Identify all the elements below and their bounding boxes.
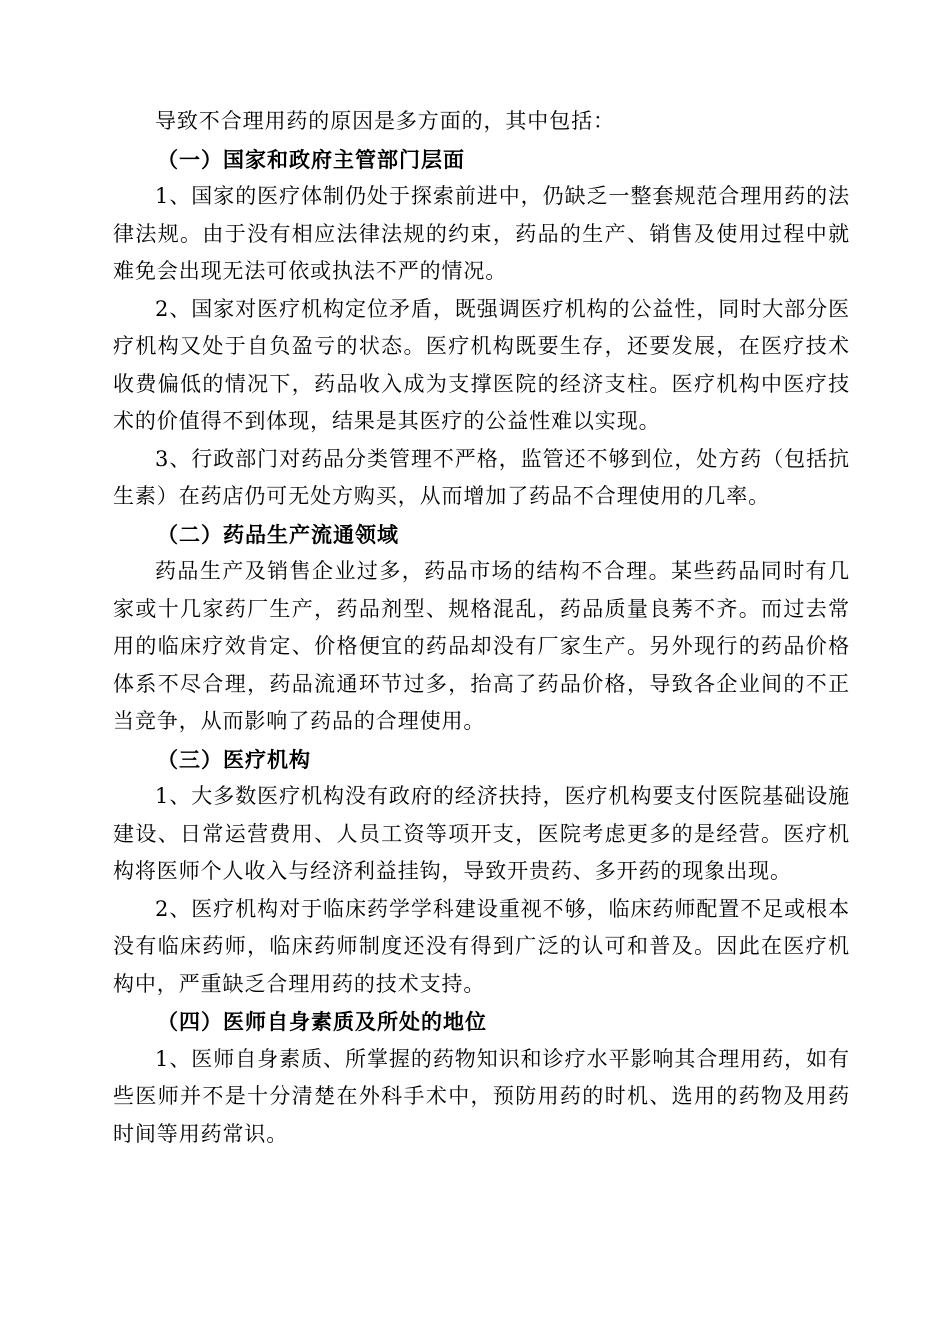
section-heading-4: （四）医师自身素质及所处的地位: [157, 1009, 487, 1034]
section-heading-1: （一）国家和政府主管部门层面: [157, 146, 465, 172]
paragraph-4-1: 1、医师自身素质、所掌握的药物知识和诊疗水平影响其合理用药，如有些医师并不是十分清楚在外科手术中，预防用药的时机、选用的药物及用药时间等用药常识。: [113, 1046, 850, 1146]
paragraph-3-2: 2、医疗机构对于临床药学学科建设重视不够，临床药师配置不足或根本没有临床药师，临床药师制度还没有得到广泛的认可和普及。因此在医疗机构中，严重缺乏合理用药的技术支持。: [113, 896, 850, 996]
paragraph-1-2: 2、国家对医疗机构定位矛盾，既强调医疗机构的公益性，同时大部分医疗机构又处于自负盈亏的状态。医疗机构既要生存，还要发展，在医疗技术收费偏低的情况下，药品收入成为支撑医院的经济支柱。医疗机构中医疗技术的价值得不到体现，结果是其医疗的公益性难以实现。: [113, 296, 850, 433]
paragraph-1-3: 3、行政部门对药品分类管理不严格，监管还不够到位，处方药（包括抗生素）在药店仍可无处方购买，从而增加了药品不合理使用的几率。: [113, 446, 850, 508]
section-heading-3: （三）医疗机构: [157, 746, 311, 772]
section-heading-2: （二）药品生产流通领域: [157, 521, 399, 547]
document-body: [113, 103, 850, 1153]
paragraph-1-1: 1、国家的医疗体制仍处于探索前进中，仍缺乏一整套规范合理用药的法律法规。由于没有相应法律法规的约束，药品的生产、销售及使用过程中就难免会出现无法可依或执法不严的情况。: [113, 184, 850, 283]
paragraph-3-1: 1、大多数医疗机构没有政府的经济扶持，医疗机构要支付医院基础设施建设、日常运营费用、人员工资等项开支，医院考虑更多的是经营。医疗机构将医师个人收入与经济利益挂钩，导致开贵药、多开药的现象出现。: [113, 784, 850, 883]
paragraph-2-1: 药品生产及销售企业过多，药品市场的结构不合理。某些药品同时有几家或十几家药厂生产，药品剂型、规格混乱，药品质量良莠不齐。而过去常用的临床疗效肯定、价格便宜的药品却没有厂家生产。另外现行的药品价格体系不尽合理，药品流通环节过多，抬高了药品价格，导致各企业间的不正当竞争，从而影响了药品的合理使用。: [113, 559, 850, 733]
intro-paragraph: 导致不合理用药的原因是多方面的，其中包括：: [155, 109, 615, 133]
